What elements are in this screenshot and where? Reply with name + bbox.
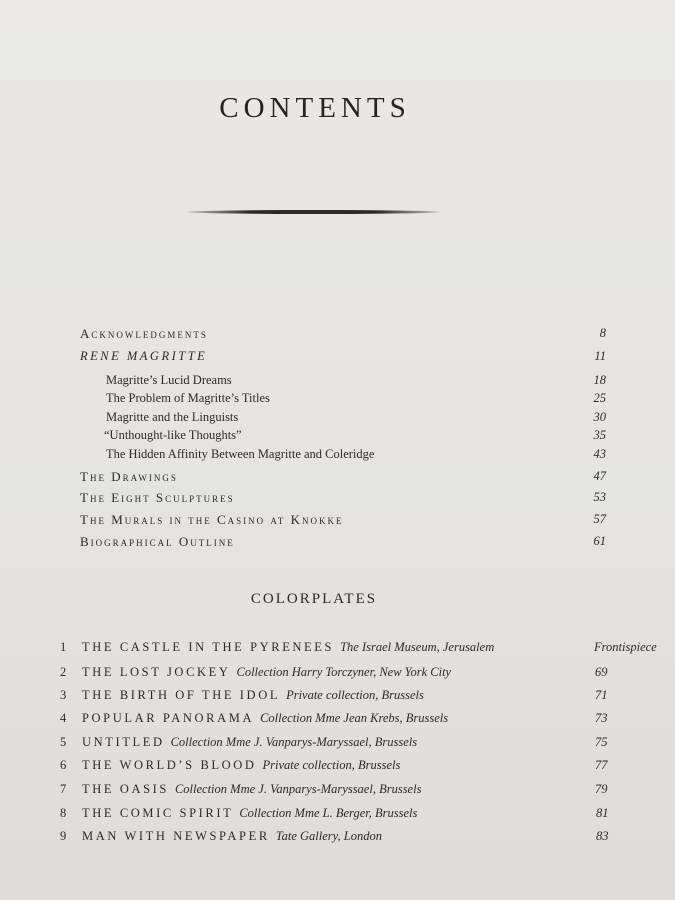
colorplate-collection: Tate Gallery, London [275, 829, 382, 843]
colorplate-number: 2 [60, 665, 67, 679]
colorplate-collection: Private collection, Brussels [262, 758, 401, 772]
colorplate-page: 71 [595, 688, 608, 702]
toc-entry-label: “Unthought-like Thoughts” [104, 428, 242, 442]
toc-entry [0, 447, 675, 467]
toc-entry-label: The Problem of Magritte’s Titles [106, 391, 270, 405]
colorplate-page: Frontispiece [594, 640, 657, 654]
colorplates-heading: COLORPLATES [250, 591, 378, 607]
colorplate-title-line [82, 688, 424, 703]
colorplate-page: 75 [595, 735, 608, 749]
toc-entry-page: 61 [593, 534, 606, 548]
colorplate-number: 1 [60, 640, 67, 654]
toc-entry-label: Magritte and the Linguists [106, 410, 239, 424]
colorplate-number: 3 [60, 688, 67, 702]
toc-entry-label: The Drawings [80, 469, 178, 484]
colorplate-number: 5 [60, 735, 67, 749]
colorplate-collection: Collection Mme J. Vanparys-Maryssael, Brussels [170, 735, 418, 749]
toc-entry-page: 18 [593, 373, 606, 387]
colorplate-title: THE WORLD’S BLOOD [82, 758, 257, 772]
colorplate-number: 4 [60, 711, 67, 725]
colorplate-number: 7 [60, 782, 67, 796]
colorplate-title-line [82, 735, 417, 750]
toc-entry [0, 512, 675, 532]
colorplate-title-line [82, 806, 417, 821]
toc-entry-label: The Murals in the Casino at Knokke [80, 512, 344, 527]
colorplate-collection: The Israel Museum, Jerusalem [340, 640, 495, 654]
toc-entry [0, 349, 675, 369]
colorplate-page: 81 [596, 806, 609, 820]
toc-entry-page: 35 [593, 428, 606, 442]
toc-entry-label: The Eight Sculptures [80, 490, 235, 505]
toc-entry [0, 326, 675, 346]
title-rule [187, 210, 440, 214]
colorplate-number: 9 [60, 829, 67, 843]
toc-entry-page: 25 [593, 391, 606, 405]
colorplate-title: UNTITLED [82, 735, 165, 749]
colorplate-collection: Collection Mme J. Vanparys-Maryssael, Brussels [174, 782, 422, 796]
colorplate-number: 6 [60, 758, 67, 772]
colorplate-title-line [82, 829, 382, 844]
toc-entry [0, 469, 675, 489]
colorplate-collection: Collection Mme Jean Krebs, Brussels [260, 711, 449, 725]
toc-entry-page: 30 [593, 410, 606, 424]
toc-entry-page: 8 [599, 326, 606, 340]
colorplate-title: POPULAR PANORAMA [82, 711, 255, 725]
toc-entry-page: 11 [594, 349, 606, 363]
colorplate-title-line [82, 782, 421, 797]
toc-entry-page: 57 [593, 512, 606, 526]
colorplate-title: THE LOST JOCKEY [82, 665, 231, 679]
colorplate-title: THE CASTLE IN THE PYRENEES [82, 640, 335, 654]
colorplate-collection: Collection Harry Torczyner, New York City [236, 665, 452, 679]
toc-entry-label: Biographical Outline [80, 534, 235, 549]
colorplate-page: 79 [595, 782, 608, 796]
toc-entry-label: RENE MAGRITTE [80, 349, 208, 363]
toc-entry [0, 490, 675, 510]
colorplate-entry [0, 758, 675, 778]
colorplate-entry [0, 735, 675, 755]
colorplate-title-line [82, 711, 448, 726]
colorplate-title: THE BIRTH OF THE IDOL [82, 688, 281, 702]
colorplate-entry [0, 806, 675, 826]
colorplate-collection: Collection Mme L. Berger, Brussels [239, 806, 418, 820]
colorplate-entry [0, 665, 675, 685]
colorplate-page: 77 [595, 758, 608, 772]
colorplate-entry [0, 688, 675, 708]
colorplate-title-line [82, 758, 400, 773]
colorplate-title: THE OASIS [82, 782, 169, 796]
toc-entry [0, 410, 675, 430]
colorplate-entry [0, 711, 675, 731]
colorplate-title-line [82, 665, 451, 680]
toc-entry-page: 47 [593, 469, 606, 483]
colorplate-title: THE COMIC SPIRIT [82, 806, 234, 820]
colorplate-page: 73 [595, 711, 608, 725]
toc-entry-page: 43 [593, 447, 606, 461]
toc-entry [0, 534, 675, 554]
colorplate-title: MAN WITH NEWSPAPER [82, 829, 270, 843]
colorplate-entry [0, 640, 675, 660]
toc-entry [0, 373, 675, 393]
colorplate-entry [0, 782, 675, 802]
colorplate-title-line [82, 640, 494, 655]
colorplate-page: 69 [595, 665, 608, 679]
colorplate-entry [0, 829, 675, 849]
toc-entry-label: Acknowledgments [80, 326, 208, 341]
page-title: CONTENTS [219, 92, 411, 124]
toc-entry-label: Magritte’s Lucid Dreams [106, 373, 232, 387]
colorplate-collection: Private collection, Brussels [286, 688, 424, 702]
colorplate-page: 83 [596, 829, 609, 843]
toc-entry [0, 391, 675, 411]
toc-entry-label: The Hidden Affinity Between Magritte and Coleridge [106, 447, 375, 461]
toc-entry-page: 53 [593, 490, 606, 504]
toc-entry [0, 428, 675, 448]
colorplate-number: 8 [60, 806, 67, 820]
